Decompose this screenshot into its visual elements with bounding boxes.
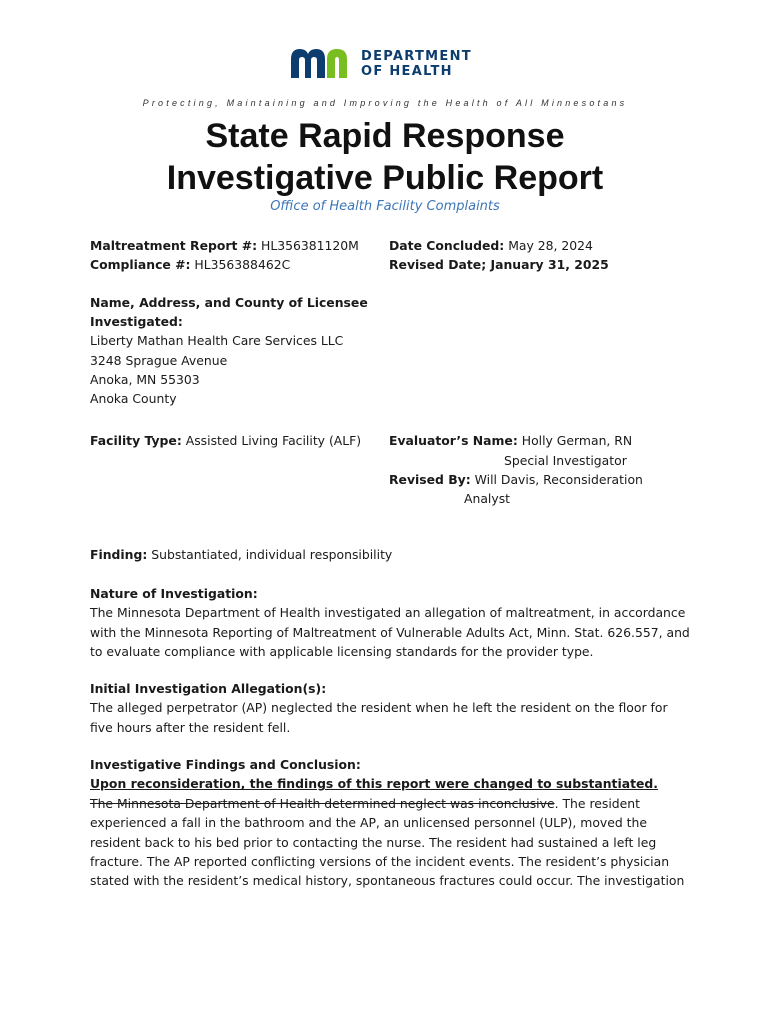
licensee-name: Liberty Mathan Health Care Services LLC [90, 333, 344, 348]
date-concluded-value: May 28, 2024 [508, 238, 593, 253]
initial-allegation [90, 679, 690, 737]
revised-by-label: Revised By: [389, 472, 471, 487]
revised-by-title: Analyst [464, 491, 511, 506]
allegation-heading: Initial Investigation Allegation(s): [90, 681, 327, 696]
finding [90, 545, 392, 564]
maltreatment-report-number [90, 236, 359, 255]
licensee-street: 3248 Sprague Avenue [90, 353, 228, 368]
tagline: Protecting, Maintaining and Improving the Health of All Minnesotans [142, 98, 628, 108]
findings-body-text: . The resident experienced a fall in the bathroom and the AP, an unlicensed personnel (ULP), moved the resident back to his bed prior to contacting the nurse. The resident had sustained a left leg fracture. The AP reported conflicting versions of the incident events. The resident’s physician stated with the resident’s medical history, spontaneous fractures could occur. The investigation [90, 795, 685, 889]
maltreatment-label: Maltreatment Report #: [90, 238, 258, 253]
finding-label: Finding: [90, 547, 148, 562]
nature-heading: Nature of Investigation: [90, 586, 258, 601]
date-concluded [389, 236, 593, 255]
reconsideration-note: Upon reconsideration, the findings of this report were changed to substantiated. [90, 776, 658, 792]
compliance-value: HL356388462C [194, 257, 291, 272]
revised-by [389, 470, 643, 489]
licensee-county: Anoka County [90, 391, 177, 406]
finding-value: Substantiated, individual responsibility [151, 547, 393, 562]
logo-line-1: DEPARTMENT [361, 49, 472, 64]
findings-and-conclusion [90, 755, 690, 891]
evaluator-value: Holly German, RN [521, 433, 633, 448]
title-line-2: Investigative Public Report [166, 159, 604, 197]
facility-type-value: Assisted Living Facility (ALF) [185, 433, 362, 448]
page-subtitle: Office of Health Facility Complaints [270, 199, 500, 214]
findings-body [90, 794, 690, 891]
licensee-heading-1: Name, Address, and County of Licensee [90, 295, 368, 310]
evaluator-name [389, 431, 632, 450]
evaluator-label: Evaluator’s Name: [389, 433, 518, 448]
title-line-1: State Rapid Response [205, 117, 565, 155]
nature-body: The Minnesota Department of Health investigated an allegation of maltreatment, in accordance with the Minnesota Reporting of Maltreatment of Vulnerable Adults Act, Minn. Stat. 626.557, and to evaluate compliance with applicable licensing standards for the provider type. [90, 605, 690, 660]
revised-date: Revised Date; January 31, 2025 [389, 257, 609, 272]
findings-heading: Investigative Findings and Conclusion: [90, 757, 361, 772]
mdh-logo [291, 48, 491, 82]
compliance-label: Compliance #: [90, 257, 191, 272]
licensee-heading-2: Investigated: [90, 314, 183, 329]
licensee-city: Anoka, MN 55303 [90, 372, 200, 387]
facility-type [90, 431, 361, 450]
compliance-number [90, 255, 290, 274]
allegation-body: The alleged perpetrator (AP) neglected the resident when he left the resident on the floor for five hours after the resident fell. [90, 700, 668, 735]
evaluator-title: Special Investigator [504, 453, 627, 468]
logo-line-2: OF HEALTH [361, 64, 453, 79]
revised-by-value: Will Davis, Reconsideration [474, 472, 643, 487]
date-concluded-label: Date Concluded: [389, 238, 505, 253]
mn-logo-icon [291, 48, 355, 78]
page-title [0, 115, 770, 199]
struck-text: The Minnesota Department of Health determined neglect was inconclusive [90, 795, 555, 811]
maltreatment-value: HL356381120M [261, 238, 359, 253]
facility-type-label: Facility Type: [90, 433, 182, 448]
nature-of-investigation [90, 584, 690, 662]
